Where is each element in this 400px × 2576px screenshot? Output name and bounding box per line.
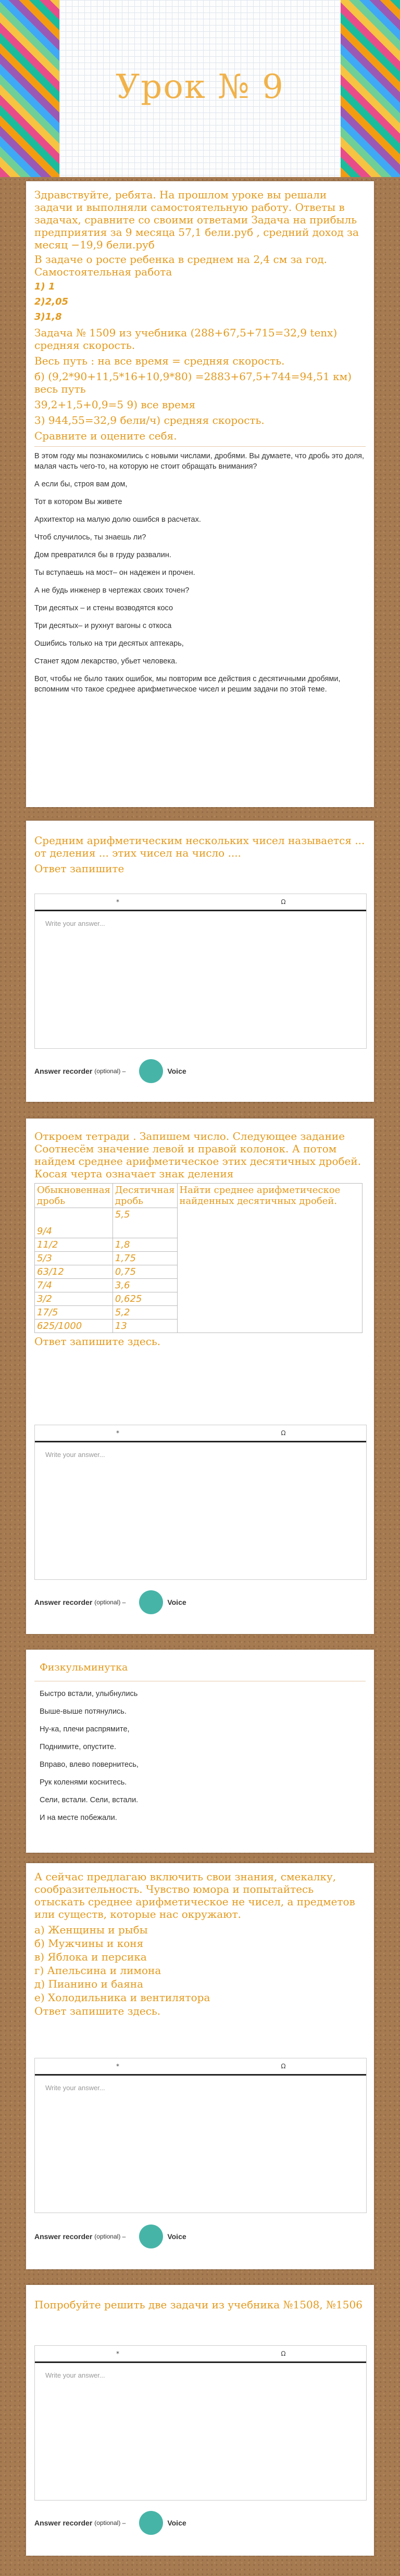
solution-line-c: 39,2+1,5+0,9=5 9) все время — [34, 398, 196, 411]
voice-record-button[interactable] — [139, 1590, 163, 1614]
bold-button[interactable]: * — [116, 898, 119, 906]
answer-textarea[interactable]: Write your answer... — [45, 1451, 105, 1459]
fizz-line: Сели, встали. Сели, встали. — [40, 1796, 139, 1804]
answer-prompt: Ответ запишите здесь. — [34, 2005, 161, 2017]
fizz-text — [34, 1681, 366, 1830]
editor-toolbar — [35, 2346, 366, 2363]
answer-prompt: Ответ запишите — [34, 862, 124, 875]
voice-record-button[interactable] — [139, 2225, 163, 2248]
table-row: 5/3 1,75 — [35, 1252, 362, 1265]
table-row: 9/4 5,5 — [35, 1208, 362, 1238]
omega-symbol-button[interactable]: Ω — [281, 898, 286, 906]
fizz-line: И на месте побежали. — [40, 1814, 117, 1822]
question-card-2 — [26, 1119, 374, 1634]
bold-button[interactable]: * — [116, 2350, 119, 2357]
table-header: Найти среднее арифметическое найденных десятичных дробей. — [177, 1184, 362, 1333]
hero-banner — [0, 0, 400, 177]
bold-button[interactable]: * — [116, 1429, 119, 1437]
fizz-line: Быстро встали, улыбнулись — [40, 1690, 138, 1698]
task-1509: Задача № 1509 из учебника (288+67,5+715=32,9 tenx) средняя скорость. — [34, 326, 338, 351]
voice-label: Voice — [167, 2232, 186, 2241]
table-row: 3/2 0,625 — [35, 1292, 362, 1306]
poem-line: Тот в котором Вы живете — [34, 498, 122, 506]
path-rule: Весь путь : на все время = средняя скорость. — [34, 355, 285, 367]
voice-label: Voice — [167, 2519, 186, 2527]
answer-prompt: Ответ запишите здесь. — [34, 1335, 161, 1348]
fizz-line: Ну-ка, плечи распрямите, — [40, 1725, 130, 1733]
fizz-title: Физкульминутка — [40, 1662, 128, 1673]
solution-line-d: 3) 944,55=32,9 бели/ч) средняя скорость. — [34, 414, 265, 426]
recorder-label: Answer recorder — [34, 1598, 93, 1606]
poem-line: Ошибись только на три десятых аптекарь, — [34, 639, 184, 648]
omega-symbol-button[interactable]: Ω — [281, 2063, 286, 2070]
editor-toolbar — [35, 2058, 366, 2076]
table-header: Обыкновенная дробь — [35, 1184, 113, 1208]
answer-textarea[interactable]: Write your answer... — [45, 920, 105, 927]
table-row: 11/2 1,8 — [35, 1238, 362, 1252]
recorder-label: Answer recorder — [34, 2519, 93, 2527]
recorder-optional: (optional) – — [94, 1067, 126, 1075]
list-item: в) Яблока и персика — [34, 1951, 147, 1963]
poem-line: Три десятых – и стены возводятся косо — [34, 604, 173, 612]
recorder-optional: (optional) – — [94, 1599, 126, 1606]
answer-editor — [34, 894, 367, 1049]
list-item: г) Апельсина и лимона — [34, 1964, 161, 1977]
voice-label: Voice — [167, 1598, 186, 1606]
list-item: б) Мужчины и коня — [34, 1937, 144, 1950]
solution-line-b: б) (9,2*90+11,5*16+10,9*80) =2883+67,5+744=94,51 км) весь путь — [34, 370, 352, 395]
fizz-line: Рук коленями коснитесь. — [40, 1778, 127, 1787]
voice-record-button[interactable] — [139, 2511, 163, 2535]
table-header: Десятичная дробь — [113, 1184, 177, 1208]
voice-record-button[interactable] — [139, 1059, 163, 1083]
table-row: 63/12 0,75 — [35, 1265, 362, 1279]
fizz-line: Выше-выше потянулись. — [40, 1707, 127, 1716]
recorder-label: Answer recorder — [34, 1067, 93, 1075]
answer-recorder — [34, 2511, 186, 2535]
editor-toolbar — [35, 1425, 366, 1442]
answer-editor — [34, 1425, 367, 1580]
list-item: е) Холодильника и вентилятора — [34, 1991, 210, 2004]
table-row: 625/1000 13 — [35, 1320, 362, 1333]
answer-recorder — [34, 1590, 186, 1614]
poem-line: Ты вступаешь на мост– он надежен и прочен. — [34, 569, 195, 577]
list-item: д) Пианино и баяна — [34, 1978, 144, 1990]
list-item: а) Женщины и рыбы — [34, 1924, 148, 1936]
answer-line-1: 1) 1 — [34, 281, 55, 292]
poem-line: В этом году мы познакомились с новыми числами, дробями. Вы думаете, что дробь это доля, малая часть чего-то, на которую не стоит обращать внимания? — [34, 452, 365, 471]
omega-symbol-button[interactable]: Ω — [281, 2350, 286, 2357]
answer-textarea[interactable]: Write your answer... — [45, 2371, 105, 2379]
compare-prompt: Сравните и оцените себя. — [34, 430, 177, 442]
poem-line: Станет ядом лекарство, убьет человека. — [34, 657, 178, 665]
question-text: Откроем тетради . Запишем число. Следующее задание Соотнесём значение левой и правой колонок. А потом найдем среднее арифметическое этих десятичных дробей. Косая черта означает знак деления — [34, 1130, 361, 1180]
poem-line: Архитектор на малую долю ошибся в расчетах. — [34, 516, 201, 524]
poem-line: Чтоб случилось, ты знаешь ли? — [34, 533, 146, 542]
voice-label: Voice — [167, 1067, 186, 1075]
recorder-label: Answer recorder — [34, 2232, 93, 2241]
page-title: Урок № 9 — [116, 68, 284, 106]
answer-editor — [34, 2058, 367, 2213]
question-card-4 — [26, 2285, 374, 2556]
fractions-table — [34, 1183, 362, 1333]
fizz-line: Поднимите, опустите. — [40, 1743, 116, 1751]
bold-button[interactable]: * — [116, 2063, 119, 2070]
question-card-3 — [26, 1863, 374, 2269]
intro-greeting: Здравствуйте, ребята. На прошлом уроке вы решали задачи и выполняли самостоятельную работу. Ответы в задачах, сравните со своими ответами Задача на прибыль предприятия за 9 месяца 57,1 бели.руб , средний доход за месяц −19,9 бели.руб — [34, 189, 359, 251]
question-card-1 — [26, 821, 374, 1102]
fizz-card — [26, 1650, 374, 1853]
poem-line: Дом превратился бы в груду развалин. — [34, 551, 171, 559]
fizz-line: Вправо, влево повернитесь, — [40, 1761, 139, 1769]
recorder-optional: (optional) – — [94, 2519, 126, 2527]
answer-recorder — [34, 2225, 186, 2248]
omega-symbol-button[interactable]: Ω — [281, 1429, 286, 1437]
poem-line: Вот, чтобы не было таких ошибок, мы повторим все действия с десятичными дробями, вспомним что такое среднее арифметическое чисел и решим задачи по этой теме. — [34, 675, 341, 694]
intro-growth-task: В задаче о росте ребенка в среднем на 2,4 см за год. Самостоятельная работа — [34, 253, 327, 278]
answer-textarea[interactable]: Write your answer... — [45, 2084, 105, 2092]
poem-line: Три десятых– и рухнут вагоны с откоса — [34, 622, 172, 630]
answer-line-3: 3)1,8 — [34, 311, 62, 322]
intro-card — [26, 181, 374, 807]
question-text: Попробуйте решить две задачи из учебника №1508, №1506 — [34, 2298, 362, 2311]
editor-toolbar — [35, 894, 366, 911]
answer-recorder — [34, 1059, 186, 1083]
recorder-optional: (optional) – — [94, 2233, 126, 2240]
answer-editor — [34, 2345, 367, 2500]
table-row: 17/5 5,2 — [35, 1306, 362, 1320]
answer-line-2: 2)2,05 — [34, 296, 69, 307]
question-text: А сейчас предлагаю включить свои знания, смекалку, сообразительность. Чувство юмора и попытайтесь отыскать среднее арифметическое не чисел, а предметов или существ, которые нас окружают. — [34, 1870, 355, 1920]
divider — [34, 446, 366, 447]
question-text: Средним арифметическим нескольких чисел называется ... от деления ... этих чисел на число .... — [34, 834, 365, 859]
table-row: 7/4 3,6 — [35, 1279, 362, 1292]
poem-line: А если бы, строя вам дом, — [34, 480, 128, 488]
poem-line: А не будь инженер в чертежах своих точен? — [34, 586, 190, 595]
